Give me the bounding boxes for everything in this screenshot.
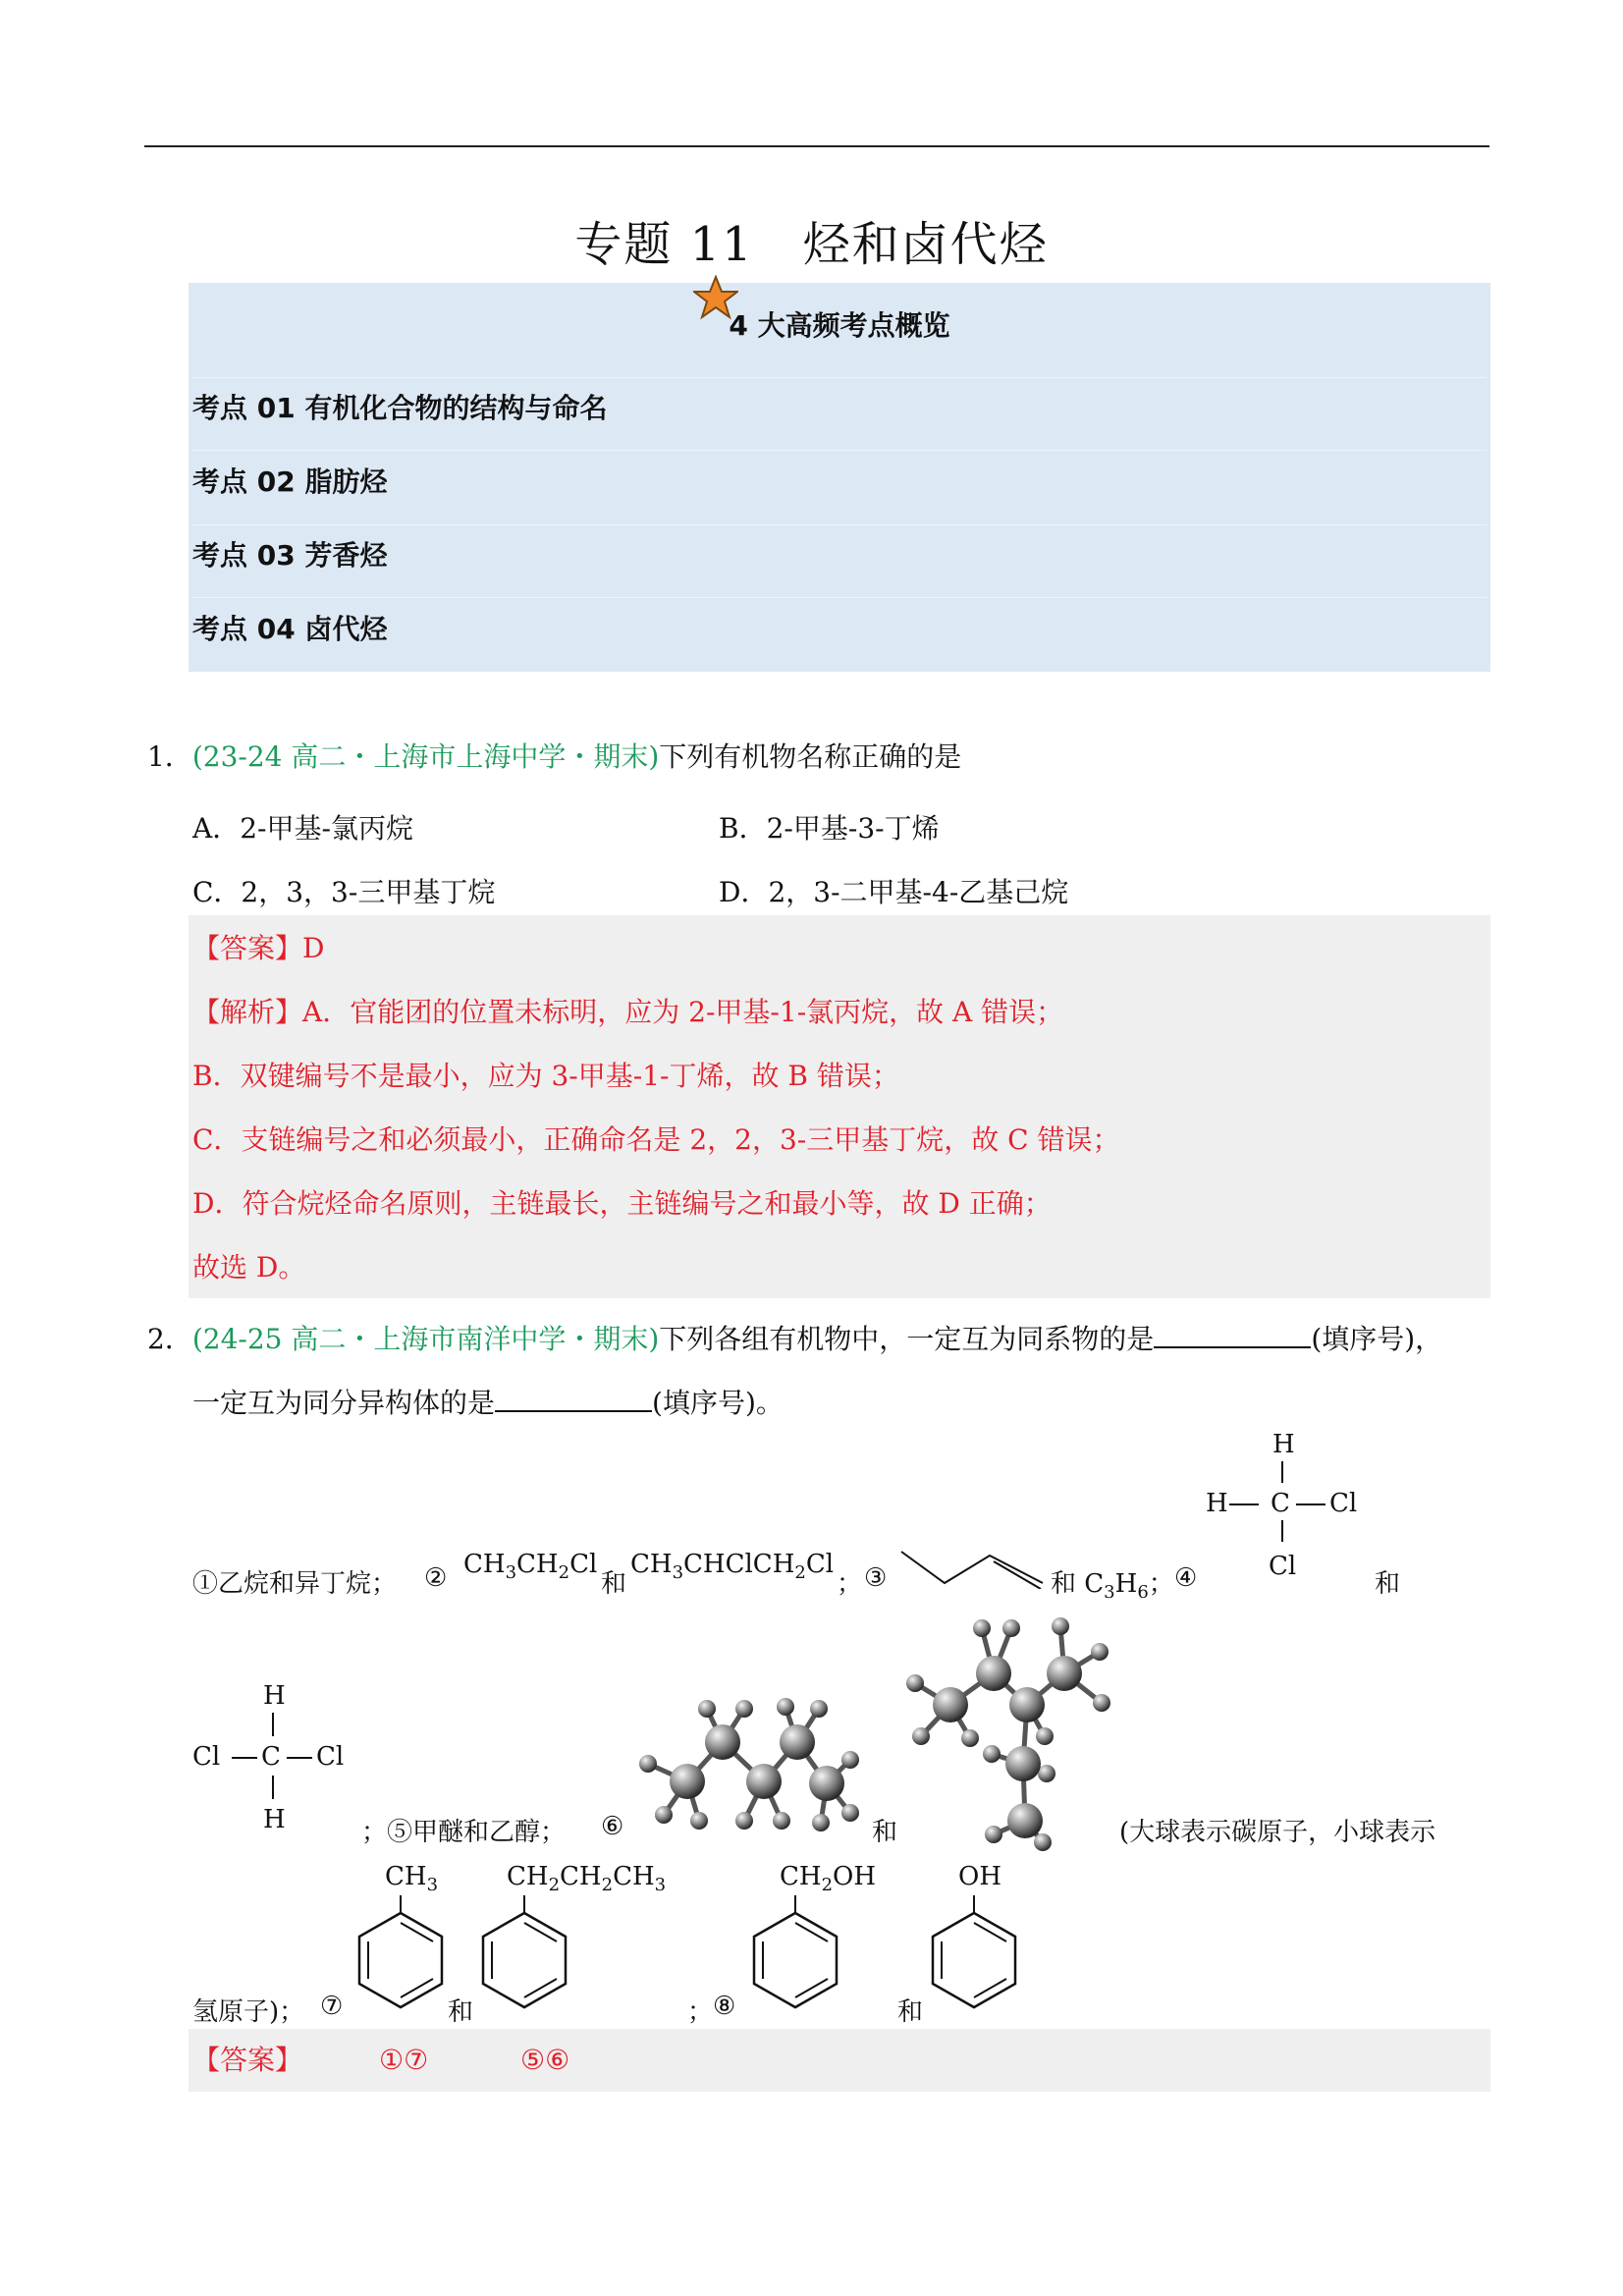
- q2-item-6-number: ⑥: [601, 1812, 624, 1841]
- q1-option-b: B．2-甲基-3-丁烯: [719, 812, 940, 845]
- q2-item-8-and: 和: [897, 1997, 924, 2027]
- q2-stem-part1: 下列各组有机物中，一定互为同系物的是: [659, 1323, 1155, 1355]
- benzyl-alcohol-ring: [746, 1895, 844, 2013]
- q1-analysis-a: A．官能团的位置未标明，应为 2-甲基-1-氯丙烷，故 A 错误；: [302, 996, 1064, 1028]
- q1-option-d: D．2，3-二甲基-4-乙基己烷: [719, 876, 1069, 908]
- q1-source: (23-24 高二・上海市上海中学・期末): [191, 740, 660, 773]
- q2-blank-isomer[interactable]: [495, 1385, 652, 1412]
- q1-analysis-conclusion: 故选 D。: [192, 1251, 306, 1284]
- propylbenzene-ring: [475, 1895, 573, 2013]
- q1-answer-value: D: [302, 932, 325, 964]
- q1-answer-label: 【答案】: [192, 932, 303, 964]
- q2-item-2-formula-a: $CH_3CH_2Cl$: [463, 1550, 598, 1584]
- q2-blank-homolog[interactable]: [1154, 1321, 1311, 1348]
- overview-item-02: 考点 02 脂肪烃: [192, 465, 388, 498]
- q2-stem-line-2: [192, 1385, 784, 1417]
- q2-answer-homolog: ①⑦: [379, 2044, 429, 2076]
- q2-stem-line2a: 一定互为同分异构体的是: [192, 1387, 496, 1419]
- q2-item-8-sep: ；: [687, 1997, 714, 2027]
- q2-item-6-and: 和: [872, 1818, 898, 1847]
- q1-option-c: C．2，3，3-三甲基丁烷: [192, 876, 496, 908]
- top-rule: [144, 145, 1489, 147]
- phenol-label: OH: [958, 1862, 1001, 1891]
- q2-stem-line-1: [147, 1321, 1442, 1353]
- q2-item-6-note: (大球表示碳原子，小球表示: [1119, 1818, 1436, 1847]
- toluene-ring: [352, 1895, 450, 2013]
- q2-item-6-note-2: 氢原子)；: [192, 1997, 305, 2027]
- q2-source: (24-25 高二・上海市南洋中学・期末): [191, 1323, 660, 1355]
- q2-answer-isomer: ⑤⑥: [520, 2044, 570, 2076]
- q1-analysis-c: C．支链编号之和必须最小，正确命名是 2，2，3-三甲基丁烷，故 C 错误；: [192, 1123, 1120, 1156]
- q2-answer-label: 【答案】: [192, 2044, 303, 2076]
- q1-analysis-label: 【解析】: [192, 996, 303, 1028]
- q1-analysis-line-1: [192, 996, 1064, 1028]
- q1-answer-box: [189, 915, 1490, 1298]
- q2-item-8-number: ⑧: [713, 1992, 736, 2021]
- overview-heading: 4 大高频考点概览: [729, 309, 950, 342]
- q2-item-2-sep: ；: [837, 1569, 863, 1599]
- q2-item-3-formula: 和 $C_3H_6$；: [1051, 1569, 1174, 1604]
- q1-question: 下列有机物名称正确的是: [659, 740, 962, 773]
- overview-item-03: 考点 03 芳香烃: [192, 539, 388, 572]
- q2-item-1: ①乙烷和异丁烷；: [192, 1569, 398, 1599]
- dichloromethane-structure-1: H H C Cl Cl: [1206, 1430, 1358, 1581]
- ball-stick-model-branched: [895, 1607, 1121, 1852]
- benzyl-alcohol-label: $CH_2OH$: [780, 1862, 877, 1896]
- page-title: 专题 11 烃和卤代烃: [574, 217, 1049, 272]
- q1-analysis-b: B．双键编号不是最小，应为 3-甲基-1-丁烯，故 B 错误；: [192, 1060, 899, 1092]
- q2-item-3-number: ③: [864, 1563, 888, 1593]
- butene-skeleton: [899, 1540, 1047, 1589]
- propylbenzene-label: $CH_2CH_2CH_3$: [507, 1862, 667, 1896]
- dichloromethane-structure-2: H Cl C Cl H: [192, 1681, 345, 1834]
- overview-box: [189, 283, 1490, 672]
- q2-item-2-formula-b: $CH_3CHClCH_2Cl$: [630, 1550, 835, 1584]
- toluene-label: $CH_3$: [385, 1862, 439, 1896]
- ball-stick-model-linear: [628, 1683, 874, 1850]
- q1-answer: [192, 932, 325, 964]
- q2-stem-part2: (填序号)，: [1311, 1323, 1443, 1355]
- q1-stem: [147, 740, 962, 773]
- q2-item-7-number: ⑦: [320, 1992, 344, 2021]
- q2-item-5: ；⑤甲醚和乙醇；: [361, 1818, 567, 1847]
- q1-analysis-d: D．符合烷烃命名原则，主链最长，主链编号之和最小等，故 D 正确；: [192, 1187, 1052, 1220]
- phenol-ring: [925, 1895, 1023, 2013]
- q2-item-2-number: ②: [424, 1563, 448, 1593]
- overview-item-01: 考点 01 有机化合物的结构与命名: [192, 392, 608, 424]
- q1-number: 1．: [147, 740, 192, 773]
- q2-item-4-number: ④: [1174, 1563, 1198, 1593]
- q2-item-4-and: 和: [1375, 1569, 1401, 1599]
- q2-stem-line2b: (填序号)。: [652, 1387, 784, 1419]
- q2-item-2-and: 和: [601, 1569, 627, 1599]
- q2-item-7-and: 和: [448, 1997, 474, 2027]
- overview-item-04: 考点 04 卤代烃: [192, 613, 388, 645]
- q1-option-a: A．2-甲基-氯丙烷: [192, 812, 413, 845]
- q2-number: 2．: [147, 1323, 192, 1355]
